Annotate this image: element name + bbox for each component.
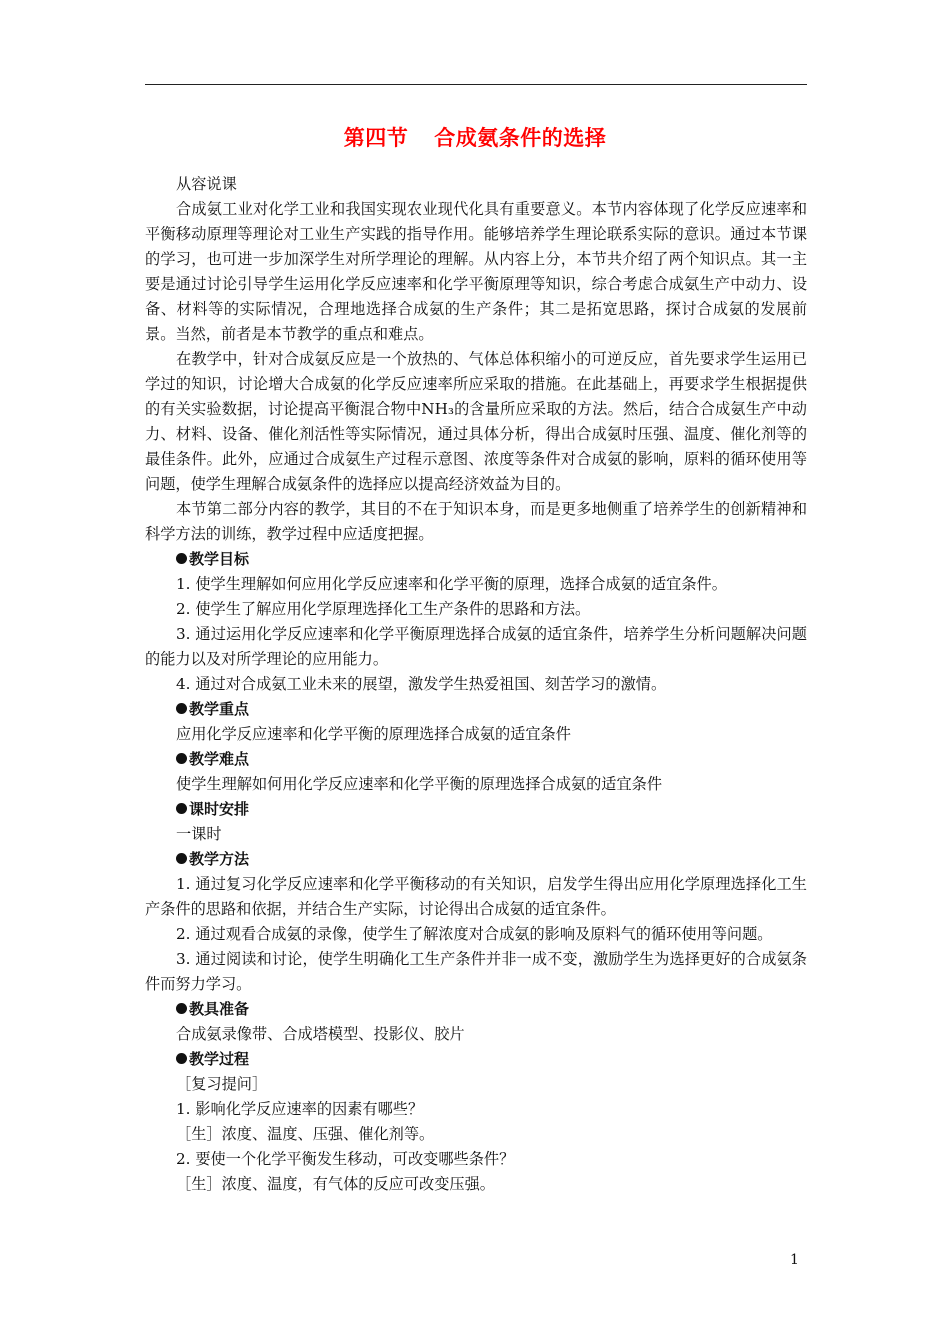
section-heading-schedule: 课时安排: [145, 797, 807, 822]
intro-label: 从容说课: [176, 175, 237, 193]
bullet-dot-icon: [176, 1053, 187, 1064]
bullet-dot-icon: [176, 553, 187, 564]
bullet-dot-icon: [176, 703, 187, 714]
bullet-dot-icon: [176, 1003, 187, 1014]
process-line: 2. 要使一个化学平衡发生移动，可改变哪些条件？: [176, 1150, 515, 1168]
section-heading-methods: 教学方法: [145, 847, 807, 872]
title-topic: 合成氨条件的选择: [434, 126, 607, 150]
tools-text: 合成氨录像带、合成塔模型、投影仪、胶片: [176, 1025, 465, 1043]
intro-paragraph-1: 合成氨工业对化学工业和我国实现农业现代化具有重要意义。本节内容体现了化学反应速率和平衡移动原理等理论对工业生产实践的指导作用。能够培养学生理论联系实际的意识。通过本节课的学习，也可进一步加深学生对所学理论的理解。从内容上分，本节共介绍了两个知识点。其一主要是通过讨论引导学生运用化学反应速率和化学平衡原理等知识，综合考虑合成氨生产中动力、设备、材料等的实际情况，合理地选择合成氨的生产条件；其二是拓宽思路，探讨合成氨的发展前景。当然，前者是本节教学的重点和难点。: [145, 200, 807, 343]
process-line: ［生］浓度、温度、压强、催化剂等。: [176, 1125, 435, 1143]
process-line: ［生］浓度、温度，有气体的反应可改变压强。: [176, 1175, 495, 1193]
goal-item: 3. 通过运用化学反应速率和化学平衡原理选择合成氨的适宜条件，培养学生分析问题解决问题的能力以及对所学理论的应用能力。: [145, 625, 807, 668]
section-heading-tools: 教具准备: [145, 997, 807, 1022]
schedule-text: 一课时: [176, 825, 222, 843]
key-points-text: 应用化学反应速率和化学平衡的原理选择合成氨的适宜条件: [176, 725, 571, 743]
process-line: ［复习提问］: [176, 1075, 268, 1093]
section-heading-goals: 教学目标: [145, 547, 807, 572]
bullet-dot-icon: [176, 803, 187, 814]
goal-item: 2. 使学生了解应用化学原理选择化工生产条件的思路和方法。: [176, 600, 591, 618]
method-item: 1. 通过复习化学反应速率和化学平衡移动的有关知识，启发学生得出应用化学原理选择化工生产条件的思路和依据，并结合生产实际，讨论得出合成氨的适宜条件。: [145, 875, 807, 918]
difficulties-text: 使学生理解如何用化学反应速率和化学平衡的原理选择合成氨的适宜条件: [176, 775, 662, 793]
method-item: 3. 通过阅读和讨论，使学生明确化工生产条件并非一成不变，激励学生为选择更好的合成氨条件而努力学习。: [145, 950, 807, 993]
intro-paragraph-2: 在教学中，针对合成氨反应是一个放热的、气体总体积缩小的可逆反应，首先要求学生运用已学过的知识，讨论增大合成氨的化学反应速率所应采取的措施。在此基础上，再要求学生根据提供的有关实验数据，讨论提高平衡混合物中NH₃的含量所应采取的方法。然后，结合合成氨生产中动力、材料、设备、催化剂活性等实际情况，通过具体分析，得出合成氨时压强、温度、催化剂等的最佳条件。此外，应通过合成氨生产过程示意图、浓度等条件对合成氨的影响，原料的循环使用等问题，使学生理解合成氨条件的选择应以提高经济效益为目的。: [145, 350, 807, 493]
section-heading-difficulties: 教学难点: [145, 747, 807, 772]
section-heading-key-points: 教学重点: [145, 697, 807, 722]
bullet-dot-icon: [176, 753, 187, 764]
method-item: 2. 通过观看合成氨的录像，使学生了解浓度对合成氨的影响及原料气的循环使用等问题。: [176, 925, 773, 943]
title-section: 第四节: [343, 126, 409, 150]
header-rule: [145, 84, 807, 85]
page-title: [0, 122, 950, 152]
goal-item: 1. 使学生理解如何应用化学反应速率和化学平衡的原理，选择合成氨的适宜条件。: [176, 575, 727, 593]
document-body: [145, 172, 807, 1197]
page-number: 1: [790, 1252, 799, 1268]
intro-paragraph-3: 本节第二部分内容的教学，其目的不在于知识本身，而是更多地侧重了培养学生的创新精神和科学方法的训练，教学过程中应适度把握。: [145, 500, 807, 543]
section-heading-process: 教学过程: [145, 1047, 807, 1072]
bullet-dot-icon: [176, 853, 187, 864]
process-line: 1. 影响化学反应速率的因素有哪些？: [176, 1100, 424, 1118]
goal-item: 4. 通过对合成氨工业未来的展望，激发学生热爱祖国、刻苦学习的激情。: [176, 675, 667, 693]
